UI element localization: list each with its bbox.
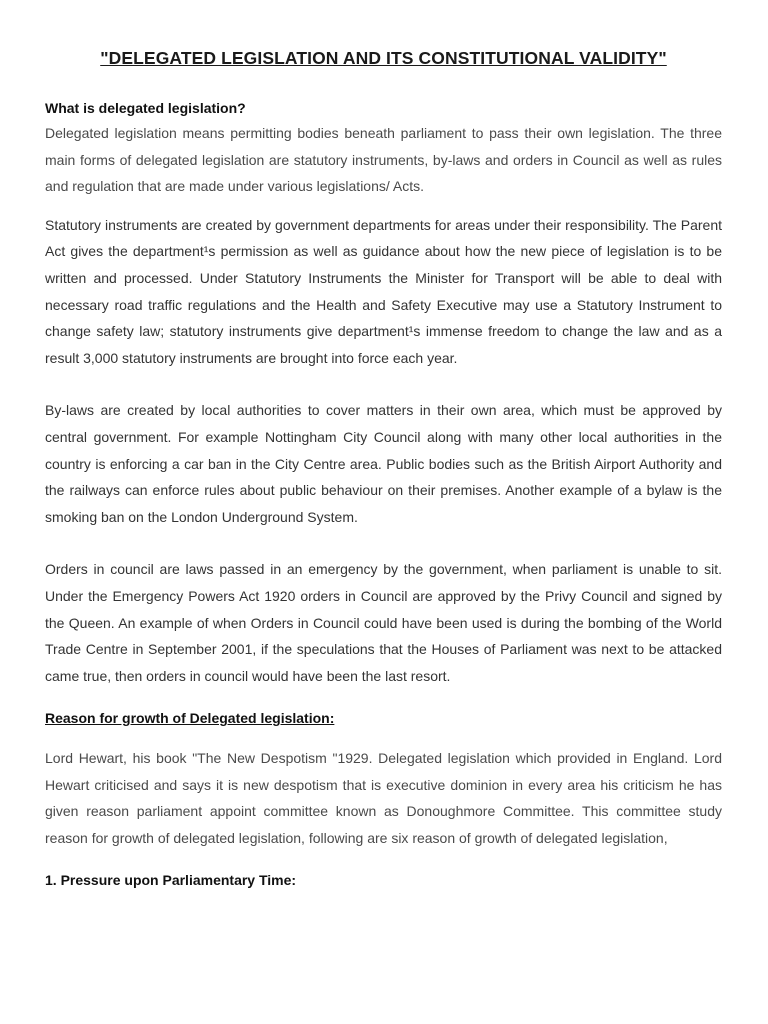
paragraph-orders-in-council: Orders in council are laws passed in an emergency by the government, when parliament is unable to sit. Under the Emergency Powers Act 1920 orders in Council are approved by the Privy Council and signed by the Queen. An example of when Orders in Council could have been used is during the bombing of the World Trade Centre in September 2001, if the speculations that the Houses of Parliament was next to be attacked came true, then orders in council would have been the last resort.: [45, 561, 722, 684]
paragraph-by-laws: By-laws are created by local authorities to cover matters in their own area, which must be approved by central government. For example Nottingham City Council along with many other local authorities in the country is enforcing a car ban in the City Centre area. Public bodies such as the British Airport Authority and the railways can enforce rules about public behaviour on their premises. Another example of a bylaw is the smoking ban on the London Underground System.: [45, 402, 722, 525]
paragraph-statutory-instruments: Statutory instruments are created by government departments for areas under their responsibility. The Parent Act gives the department¹s permission as well as guidance about how the new piece of legislation is to be written and processed. Under Statutory Instruments the Minister for Transport will be able to deal with necessary road traffic regulations and the Health and Safety Executive may use a Statutory Instrument to change safety law; statutory instruments give department¹s immense freedom to change the law and as a result 3,000 statutory instruments are brought into force each year.: [45, 216, 722, 366]
section-heading-reason-for-growth: Reason for growth of Delegated legislation:: [45, 710, 335, 727]
paragraph-definition: Delegated legislation means permitting bodies beneath parliament to pass their own legislation. The three main forms of delegated legislation are statutory instruments, by-laws and orders in Council as well as rules and regulation that are made under various legislations/ Acts.: [45, 125, 722, 195]
section-heading-what-is: What is delegated legislation?: [45, 100, 246, 116]
section-heading-pressure-parliamentary-time: 1. Pressure upon Parliamentary Time:: [45, 871, 297, 888]
paragraph-lord-hewart: Lord Hewart, his book "The New Despotism "1929. Delegated legislation which provided in England. Lord Hewart criticised and says it is new despotism that is executive dominion in every area his criticism he has given reason parliament appoint committee known as Donoughmore Committee. This committee study reason for growth of delegated legislation, following are six reason of growth of delegated legislation,: [45, 750, 722, 847]
document-title: "DELEGATED LEGISLATION AND ITS CONSTITUTIONAL VALIDITY": [100, 48, 667, 68]
document-page: [45, 44, 722, 890]
